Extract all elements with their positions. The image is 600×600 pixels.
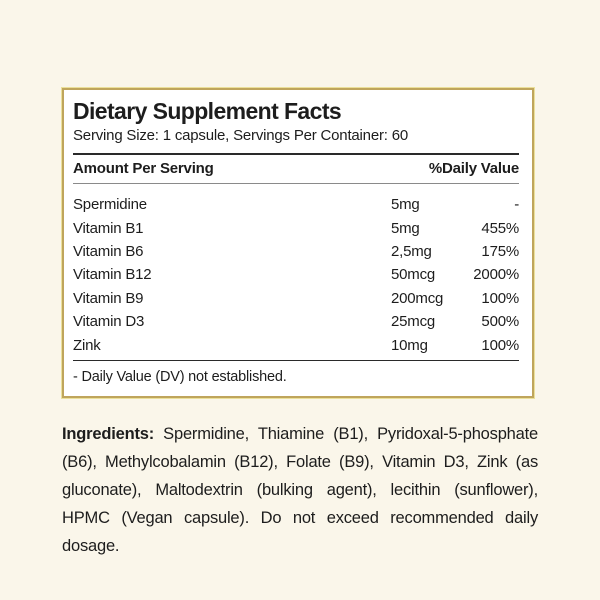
nutrient-row	[73, 287, 519, 310]
nutrient-amount: 25mcg	[391, 313, 436, 331]
column-header-amount: Amount Per Serving	[73, 160, 214, 177]
nutrient-dv: 455%	[481, 219, 519, 237]
nutrient-name: Vitamin B6	[73, 242, 144, 260]
nutrient-dv: 2000%	[473, 266, 519, 284]
nutrient-row	[73, 333, 519, 356]
nutrient-dv: -	[514, 196, 519, 214]
nutrient-row	[73, 216, 519, 239]
ingredients-text: Spermidine, Thiamine (B1), Pyridoxal-5-phosphate (B6), Methylcobalamin (B12), Folate (B9), Vitamin D3, Zink (as gluconate), Maltodextrin (bulking agent), lecithin (sunflower), HPMC (Vegan capsule). Do not exceed recommended daily dosage.	[62, 424, 538, 555]
nutrient-dv: 500%	[481, 313, 519, 331]
column-header-row	[73, 160, 519, 178]
nutrient-dv: 175%	[481, 242, 519, 260]
nutrient-amount: 5mg	[391, 196, 420, 214]
nutrient-row	[73, 193, 519, 216]
nutrient-name: Spermidine	[73, 196, 147, 214]
nutrient-row	[73, 240, 519, 263]
supplement-facts-panel	[62, 88, 534, 398]
nutrient-name: Vitamin D3	[73, 313, 145, 331]
nutrient-amount: 10mg	[391, 336, 428, 354]
nutrient-dv: 100%	[481, 336, 519, 354]
nutrient-name: Vitamin B12	[73, 266, 152, 284]
divider-footnote	[73, 360, 519, 361]
nutrient-amount: 2,5mg	[391, 242, 432, 260]
ingredients-paragraph	[62, 420, 538, 560]
nutrient-amount: 50mcg	[391, 266, 436, 284]
footnote: - Daily Value (DV) not established.	[73, 368, 287, 385]
ingredients-label: Ingredients:	[62, 424, 155, 443]
nutrient-name: Vitamin B1	[73, 219, 144, 237]
divider-top	[73, 153, 519, 155]
panel-title: Dietary Supplement Facts	[73, 98, 342, 124]
divider-header	[73, 183, 519, 184]
nutrient-amount: 200mcg	[391, 289, 444, 307]
column-header-dv: %Daily Value	[428, 160, 519, 177]
nutrient-row	[73, 310, 519, 333]
nutrient-name: Vitamin B9	[73, 289, 144, 307]
nutrient-name: Zink	[73, 336, 101, 354]
nutrient-dv: 100%	[481, 289, 519, 307]
serving-info: Serving Size: 1 capsule, Servings Per Container: 60	[73, 127, 408, 144]
nutrient-amount: 5mg	[391, 219, 420, 237]
nutrient-row	[73, 263, 519, 286]
nutrient-rows	[73, 193, 519, 357]
